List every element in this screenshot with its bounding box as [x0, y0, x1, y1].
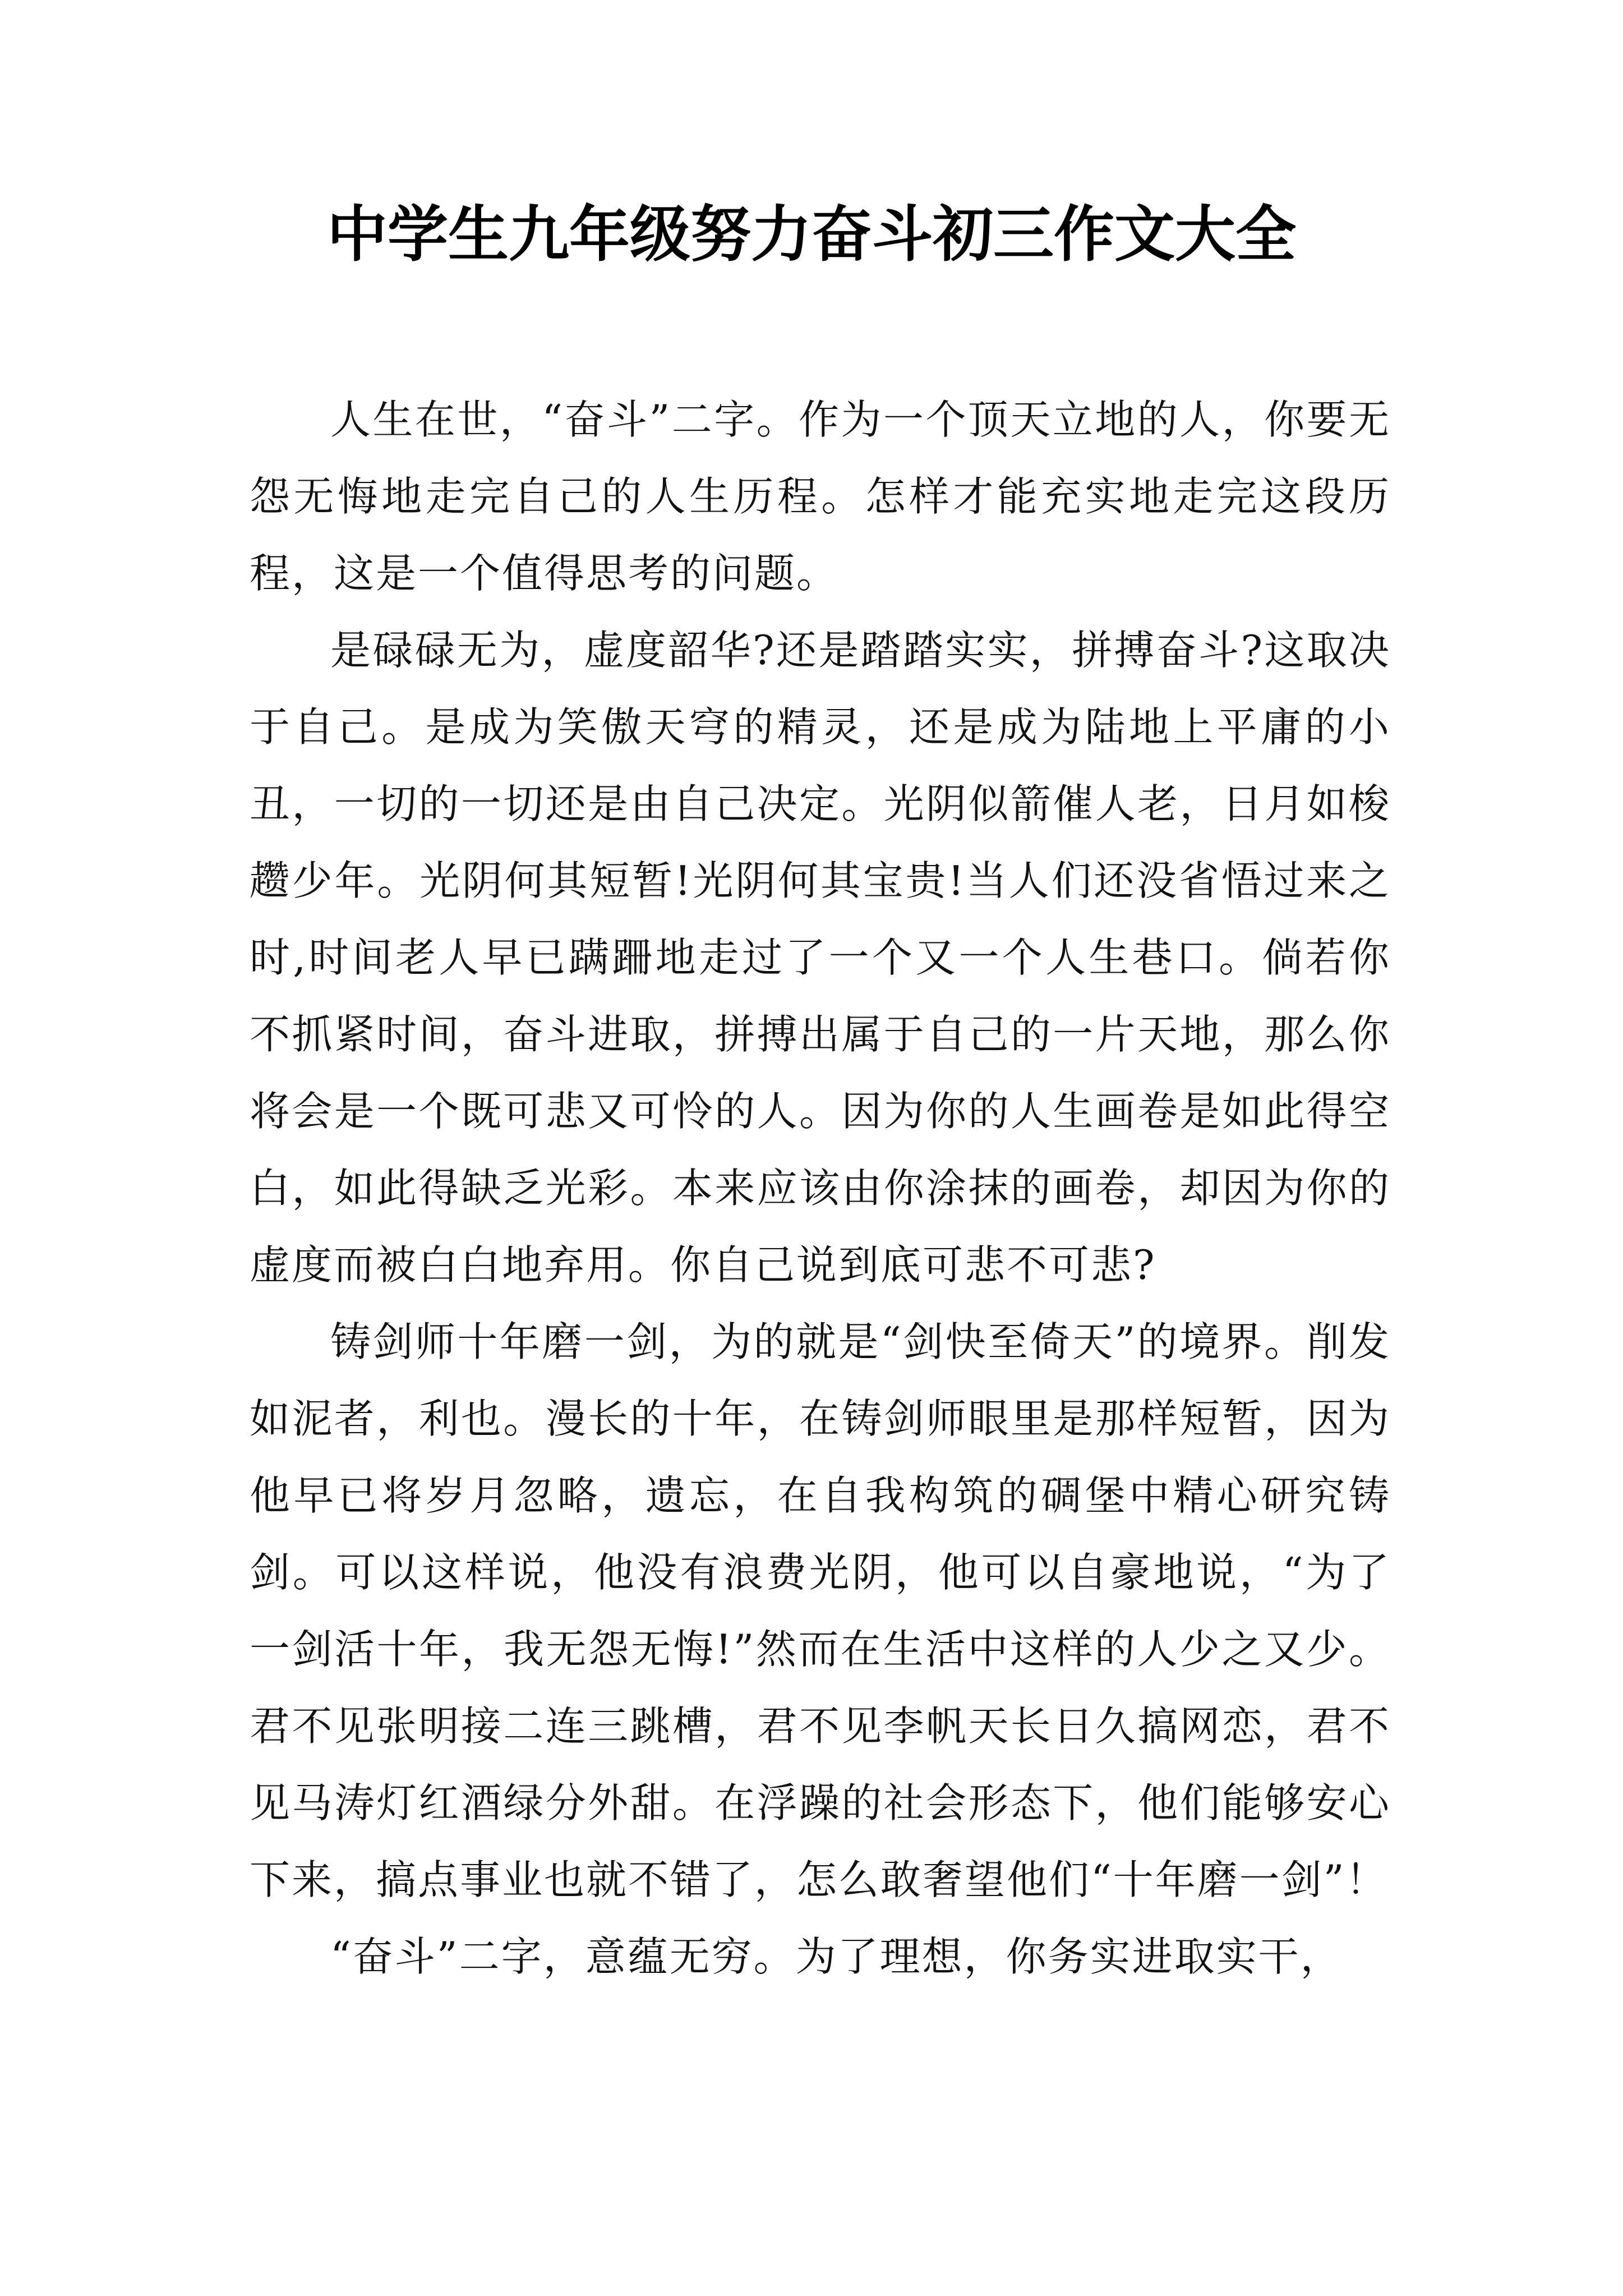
document-body [250, 381, 1391, 1995]
paragraph-4: “奋斗”二字，意蕴无穷。为了理想，你务实进取实干， [330, 1933, 1343, 1980]
paragraph-2: 是碌碌无为，虚度韶华?还是踏踏实实，拼搏奋斗?这取决于自己。是成为笑傲天穹的精灵，还是成为陆地上平庸的小丑，一切的一切还是由自己决定。光阴似箭催人老，日月如梭趱少年。光阴何其短暂!光阴何其宝贵!当人们还没省悟过来之时,时间老人早已蹒跚地走过了一个又一个人生巷口。倘若你不抓紧时间，奋斗进取，拼搏出属于自己的一片天地，那么你将会是一个既可悲又可怜的人。因为你的人生画卷是如此得空白，如此得缺乏光彩。本来应该由你涂抹的画卷，却因为你的虚度而被白白地弃用。你自己说到底可悲不可悲? [250, 627, 1391, 1289]
paragraph-3: 铸剑师十年磨一剑，为的就是“剑快至倚天”的境界。削发如泥者，利也。漫长的十年，在铸剑师眼里是那样短暂，因为他早已将岁月忽略，遗忘，在自我构筑的碉堡中精心研究铸剑。可以这样说，他没有浪费光阴，他可以自豪地说，“为了一剑活十年，我无怨无悔!”然而在生活中这样的人少之又少。君不见张明接二连三跳槽，君不见李帆天长日久搞网恋，君不见马涛灯红酒绿分外甜。在浮躁的社会形态下，他们能够安心下来，搞点事业也就不错了，怎么敢奢望他们“十年磨一剑”！ [250, 1318, 1391, 1903]
paragraph-1: 人生在世，“奋斗”二字。作为一个顶天立地的人，你要无怨无悔地走完自己的人生历程。怎样才能充实地走完这段历程，这是一个值得思考的问题。 [250, 396, 1391, 597]
document-title: 中学生九年级努力奋斗初三作文大全 [326, 199, 1296, 270]
